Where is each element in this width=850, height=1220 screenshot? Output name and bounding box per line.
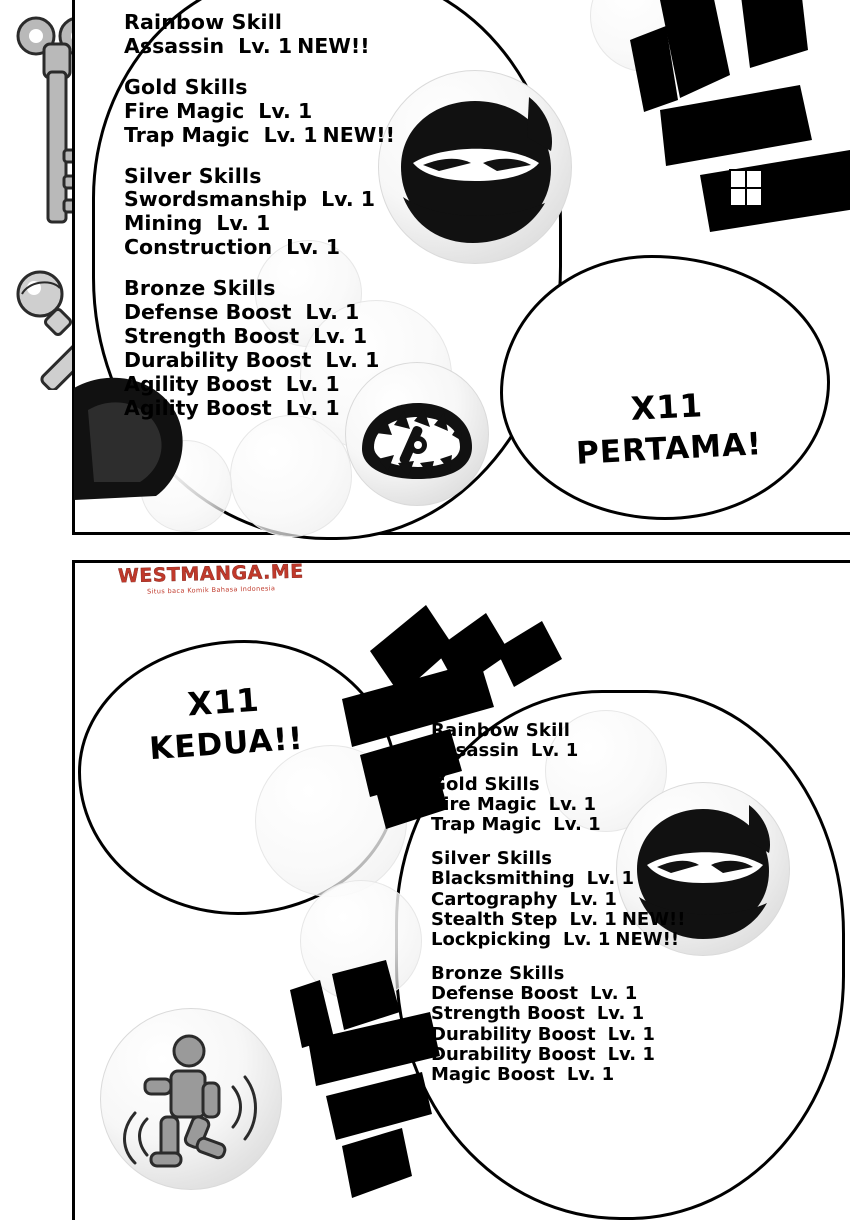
skill-row [431,1023,685,1045]
skill-level: Lv. 1 [285,395,340,420]
skill-new-tag: NEW!! [621,908,686,930]
running-figure-icon [100,1008,282,1190]
skill-name: Swordsmanship [124,187,308,212]
skill-row [431,931,685,949]
skill-level: Lv. 1 [325,347,380,372]
skill-name: Agility Boost [124,395,272,420]
skill-level: Lv. 1 [530,740,579,762]
skill-level: Lv. 1 [305,300,360,325]
skill-level: Lv. 1 [596,1003,645,1025]
skill-level: Lv. 1 [586,868,634,890]
site-watermark [118,561,305,597]
skill-row [124,323,395,348]
skill-row [431,796,685,814]
skill-level: Lv. 1 [238,33,293,58]
status-window-first [124,12,395,439]
skill-name: Agility Boost [124,371,272,396]
skill-group [124,12,395,57]
skill-name: Defense Boost [431,982,578,1004]
shout-line-1: X11 [629,386,704,428]
skill-level: Lv. 1 [553,814,601,836]
skill-group-header: Silver Skills [124,163,262,188]
skill-name: Defense Boost [124,300,292,325]
skill-row [124,395,395,420]
assassin-mask-icon [378,70,572,264]
skill-row [431,1066,685,1084]
skill-name: Assassin [431,740,519,762]
skill-row [124,237,395,258]
window-decor-icon [728,168,764,208]
skill-name: Assassin [124,33,225,58]
skill-row [431,1046,685,1064]
panel-gutter [0,545,850,561]
skill-name: Construction [124,235,273,260]
skill-name: Durability Boost [124,347,312,372]
skill-row [431,908,686,930]
skill-level: Lv. 1 [321,187,376,212]
watermark-title: WESTMANGA.ME [117,560,304,588]
skill-name: Cartography [431,888,558,910]
skill-level: Lv. 1 [569,888,617,910]
shout-text-first [546,384,790,473]
skill-group-header: Rainbow Skill [124,10,283,34]
skill-name: Blacksmithing [431,868,575,890]
skill-row [124,98,395,123]
skill-group-header: Silver Skills [431,847,553,869]
skill-group-header: Bronze Skills [431,962,565,984]
skill-name: Durability Boost [431,1023,596,1045]
watermark-subtitle: Situs baca Komik Bahasa Indonesia [146,584,276,596]
skill-row [431,742,685,760]
skill-new-tag: NEW!! [322,122,396,147]
skill-row [124,213,395,234]
skill-name: Fire Magic [431,794,537,816]
skill-level: Lv. 1 [566,1064,615,1086]
skill-name: Strength Boost [124,323,300,348]
skill-name: Lockpicking [431,929,552,951]
skill-name: Trap Magic [124,122,250,147]
skill-row [124,122,396,147]
skill-row [124,33,395,58]
skill-group-header: Rainbow Skill [431,720,571,741]
skill-group [124,74,396,147]
status-window-second [431,722,685,1100]
skill-new-tag: NEW!! [297,33,370,58]
skill-row [431,816,685,834]
skill-level: Lv. 1 [589,982,638,1004]
skill-row [431,888,685,910]
skill-row [431,870,685,888]
skill-row [124,302,395,323]
skill-group-header: Bronze Skills [124,276,276,301]
skill-group [431,773,685,836]
skill-level: Lv. 1 [607,1023,655,1045]
skill-level: Lv. 1 [286,235,341,260]
skill-row [124,347,395,372]
skill-row [431,982,685,1004]
skill-group [431,847,686,951]
skill-level: Lv. 1 [216,211,271,236]
skill-row [124,371,395,396]
skill-name: Fire Magic [124,98,245,123]
skill-group [124,163,395,260]
skill-level: Lv. 1 [313,323,368,348]
skill-group [431,722,685,761]
skill-name: Trap Magic [431,814,542,836]
skill-level: Lv. 1 [563,929,611,951]
skill-group [124,278,395,418]
shout-line-2: PERTAMA! [575,425,763,472]
skill-name: Strength Boost [431,1003,585,1025]
skill-name: Durability Boost [431,1044,596,1066]
skill-name: Magic Boost [431,1064,555,1086]
skill-row [124,189,395,210]
skill-group [431,962,685,1086]
skill-name: Mining [124,211,203,236]
shout-line-1: X11 [186,680,261,724]
skill-level: Lv. 1 [548,794,596,816]
skill-row [431,1005,685,1023]
skill-group-header: Gold Skills [124,74,248,99]
skill-new-tag: NEW!! [615,929,680,951]
shout-line-2: KEDUA!! [148,720,305,768]
skill-level: Lv. 1 [569,908,617,930]
skill-name: Stealth Step [431,908,558,930]
skill-level: Lv. 1 [258,98,313,123]
skill-level: Lv. 1 [285,371,340,396]
skill-level: Lv. 1 [607,1044,655,1066]
skill-level: Lv. 1 [263,122,318,147]
impact-strokes-top [600,0,850,280]
skill-group-header: Gold Skills [431,773,540,795]
